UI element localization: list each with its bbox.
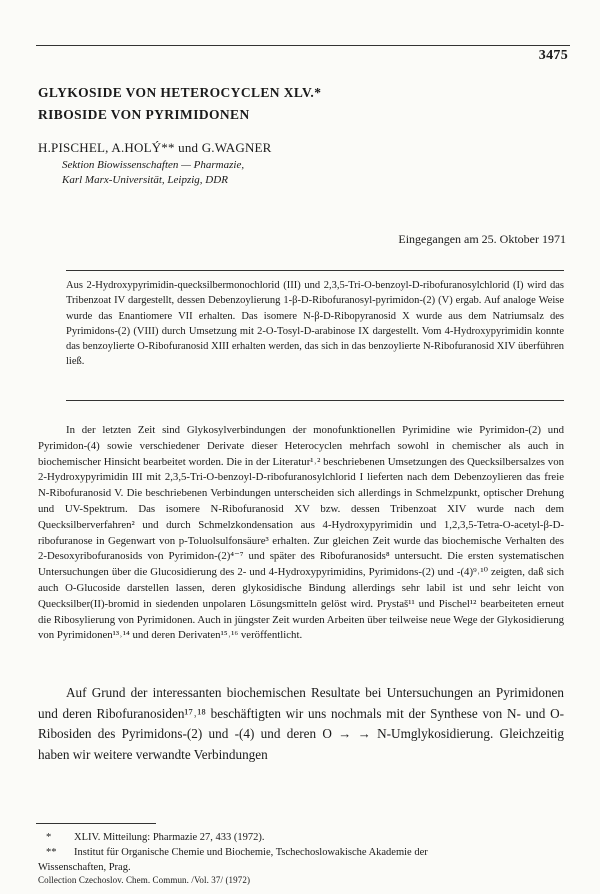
footnote-1 <box>38 830 564 845</box>
page-number: 3475 <box>538 48 568 63</box>
abstract-bottom-rule <box>66 400 564 401</box>
footnote-1-text: XLIV. Mitteilung: Pharmazie 27, 433 (1972). <box>74 832 265 843</box>
footnote-2 <box>38 845 564 860</box>
intro-paragraph: In der letzten Zeit sind Glykosylverbindungen der monofunktionellen Pyrimidine wie Pyrimidon-(2) und Pyrimidon-(4) sowie verschiedener Derivate dieser Heterocyclen mehrfach sowohl in chemischer als auch in biochemischer Hinsicht bearbeitet worden. Die in der Literatur¹˒² beschriebenen Umsetzungen des Quecksilbersalzes von 2-Hydroxypyrimidin III mit 2,3,5-Tri-O-benzoyl-D-ribofuranosylchlorid I lieferten nach dem Debenzoylieren das freie N-Ribofuranosid V. Die beschriebenen Verbindungen unterscheiden sich allerdings in Schmelzpunkt, optischer Drehung und UV-Spektrum. Das isomere N-Ribofuranosid XV bzw. dessen Tribenzoat XIV wurde nach dem Quecksilberverfahren² und durch Schmelzkondensation aus 4-Hydroxypyrimidin und 1,2,3,5-Tetra-O-acetyl-β-D-ribofuranose in Gegenwart von p-Toluolsulfonsäure³ erhalten. Zur gleichen Zeit wurde das biochemische Verhalten des 2-Desoxyribofuranosids von Pyrimidon-(2)⁴⁻⁷ und später des Ribofuranosids⁸ untersucht. Die ersten systematischen Untersuchungen über die Glucosidierung des 2- und 4-Hydroxypyrimidins, Pyrimidons-(2) und -(4)⁹˒¹⁰ zeigten, daß sich auch O-Glucoside darstellen lassen, deren glykosidische Bindung allerdings sehr labil ist und sehr leicht von Quecksilber(II)-bromid in siedenden unpolaren Lösungsmitteln gelöst wird. Prystaš¹¹ und Pischel¹² bearbeiteten erneut die Ribosylierung von Pyrimidonen. Auch in jüngster Zeit wurden Arbeiten über teilweise neue Wege der Glykosidierung von Pyrimidonen¹³˒¹⁴ und deren Derivaten¹⁵˒¹⁶ veröffentlicht. <box>38 424 564 642</box>
abstract-top-rule <box>66 270 564 271</box>
footnote-2-mark: ** <box>46 847 57 858</box>
affiliation <box>62 158 244 188</box>
header-rule <box>36 45 570 46</box>
title-line-2: RIBOSIDE VON PYRIMIDONEN <box>38 107 250 122</box>
footnotes <box>38 830 564 875</box>
title-line-1: GLYKOSIDE VON HETEROCYCLEN XLV.* <box>38 85 322 100</box>
footnote-rule <box>36 823 156 824</box>
received-date: Eingegangen am 25. Oktober 1971 <box>398 232 566 246</box>
affiliation-line-1: Sektion Biowissenschaften — Pharmazie, <box>62 159 245 171</box>
journal-reference: Collection Czechoslov. Chem. Commun. /Vol. 37/ (1972) <box>38 875 251 885</box>
abstract: Aus 2-Hydroxypyrimidin-quecksilbermonochlorid (III) und 2,3,5-Tri-O-benzoyl-D-ribofuranosylchlorid (I) wird das Tribenzoat IV dargestellt, dessen Debenzoylierung 1-β-D-Ribofuranosyl-pyrimidon-(2) (V) ergab. Auf analoge Weise wurde das Enantiomere VII erhalten. Das isomere N-β-D-Ribopyranosid X wurde aus dem Natriumsalz des Pyrimidons-(2) (VIII) durch Umsetzung mit 2-O-Tosyl-D-arabinose IX dargestellt. Vom 4-Hydroxypyrimidin konnte das benzoylierte O-Ribofuranosid XIII erhalten werden, das sich in das benzoylierte N-Ribofuranosid XIV überführen ließ. <box>66 280 564 368</box>
footnote-2-text: Institut für Organische Chemie und Biochemie, Tschechoslowakische Akademie der <box>74 847 428 858</box>
main-paragraph: Auf Grund der interessanten biochemischen Resultate bei Untersuchungen an Pyrimidonen und deren Ribofuranosiden¹⁷˒¹⁸ beschäftigten wir uns nochmals mit der Synthese von N- und O-Ribosiden des Pyrimidons-(2) und -(4) und deren O → → N-Umglykosidierung. Gleichzeitig haben wir weitere verwandte Verbindungen <box>38 685 564 762</box>
article-title <box>38 82 321 126</box>
footnote-1-mark: * <box>46 832 52 843</box>
footnote-2-continued: Wissenschaften, Prag. <box>38 862 131 873</box>
affiliation-line-2: Karl Marx-Universität, Leipzig, DDR <box>62 174 228 186</box>
authors: H.PISCHEL, A.HOLÝ** und G.WAGNER <box>38 140 272 155</box>
